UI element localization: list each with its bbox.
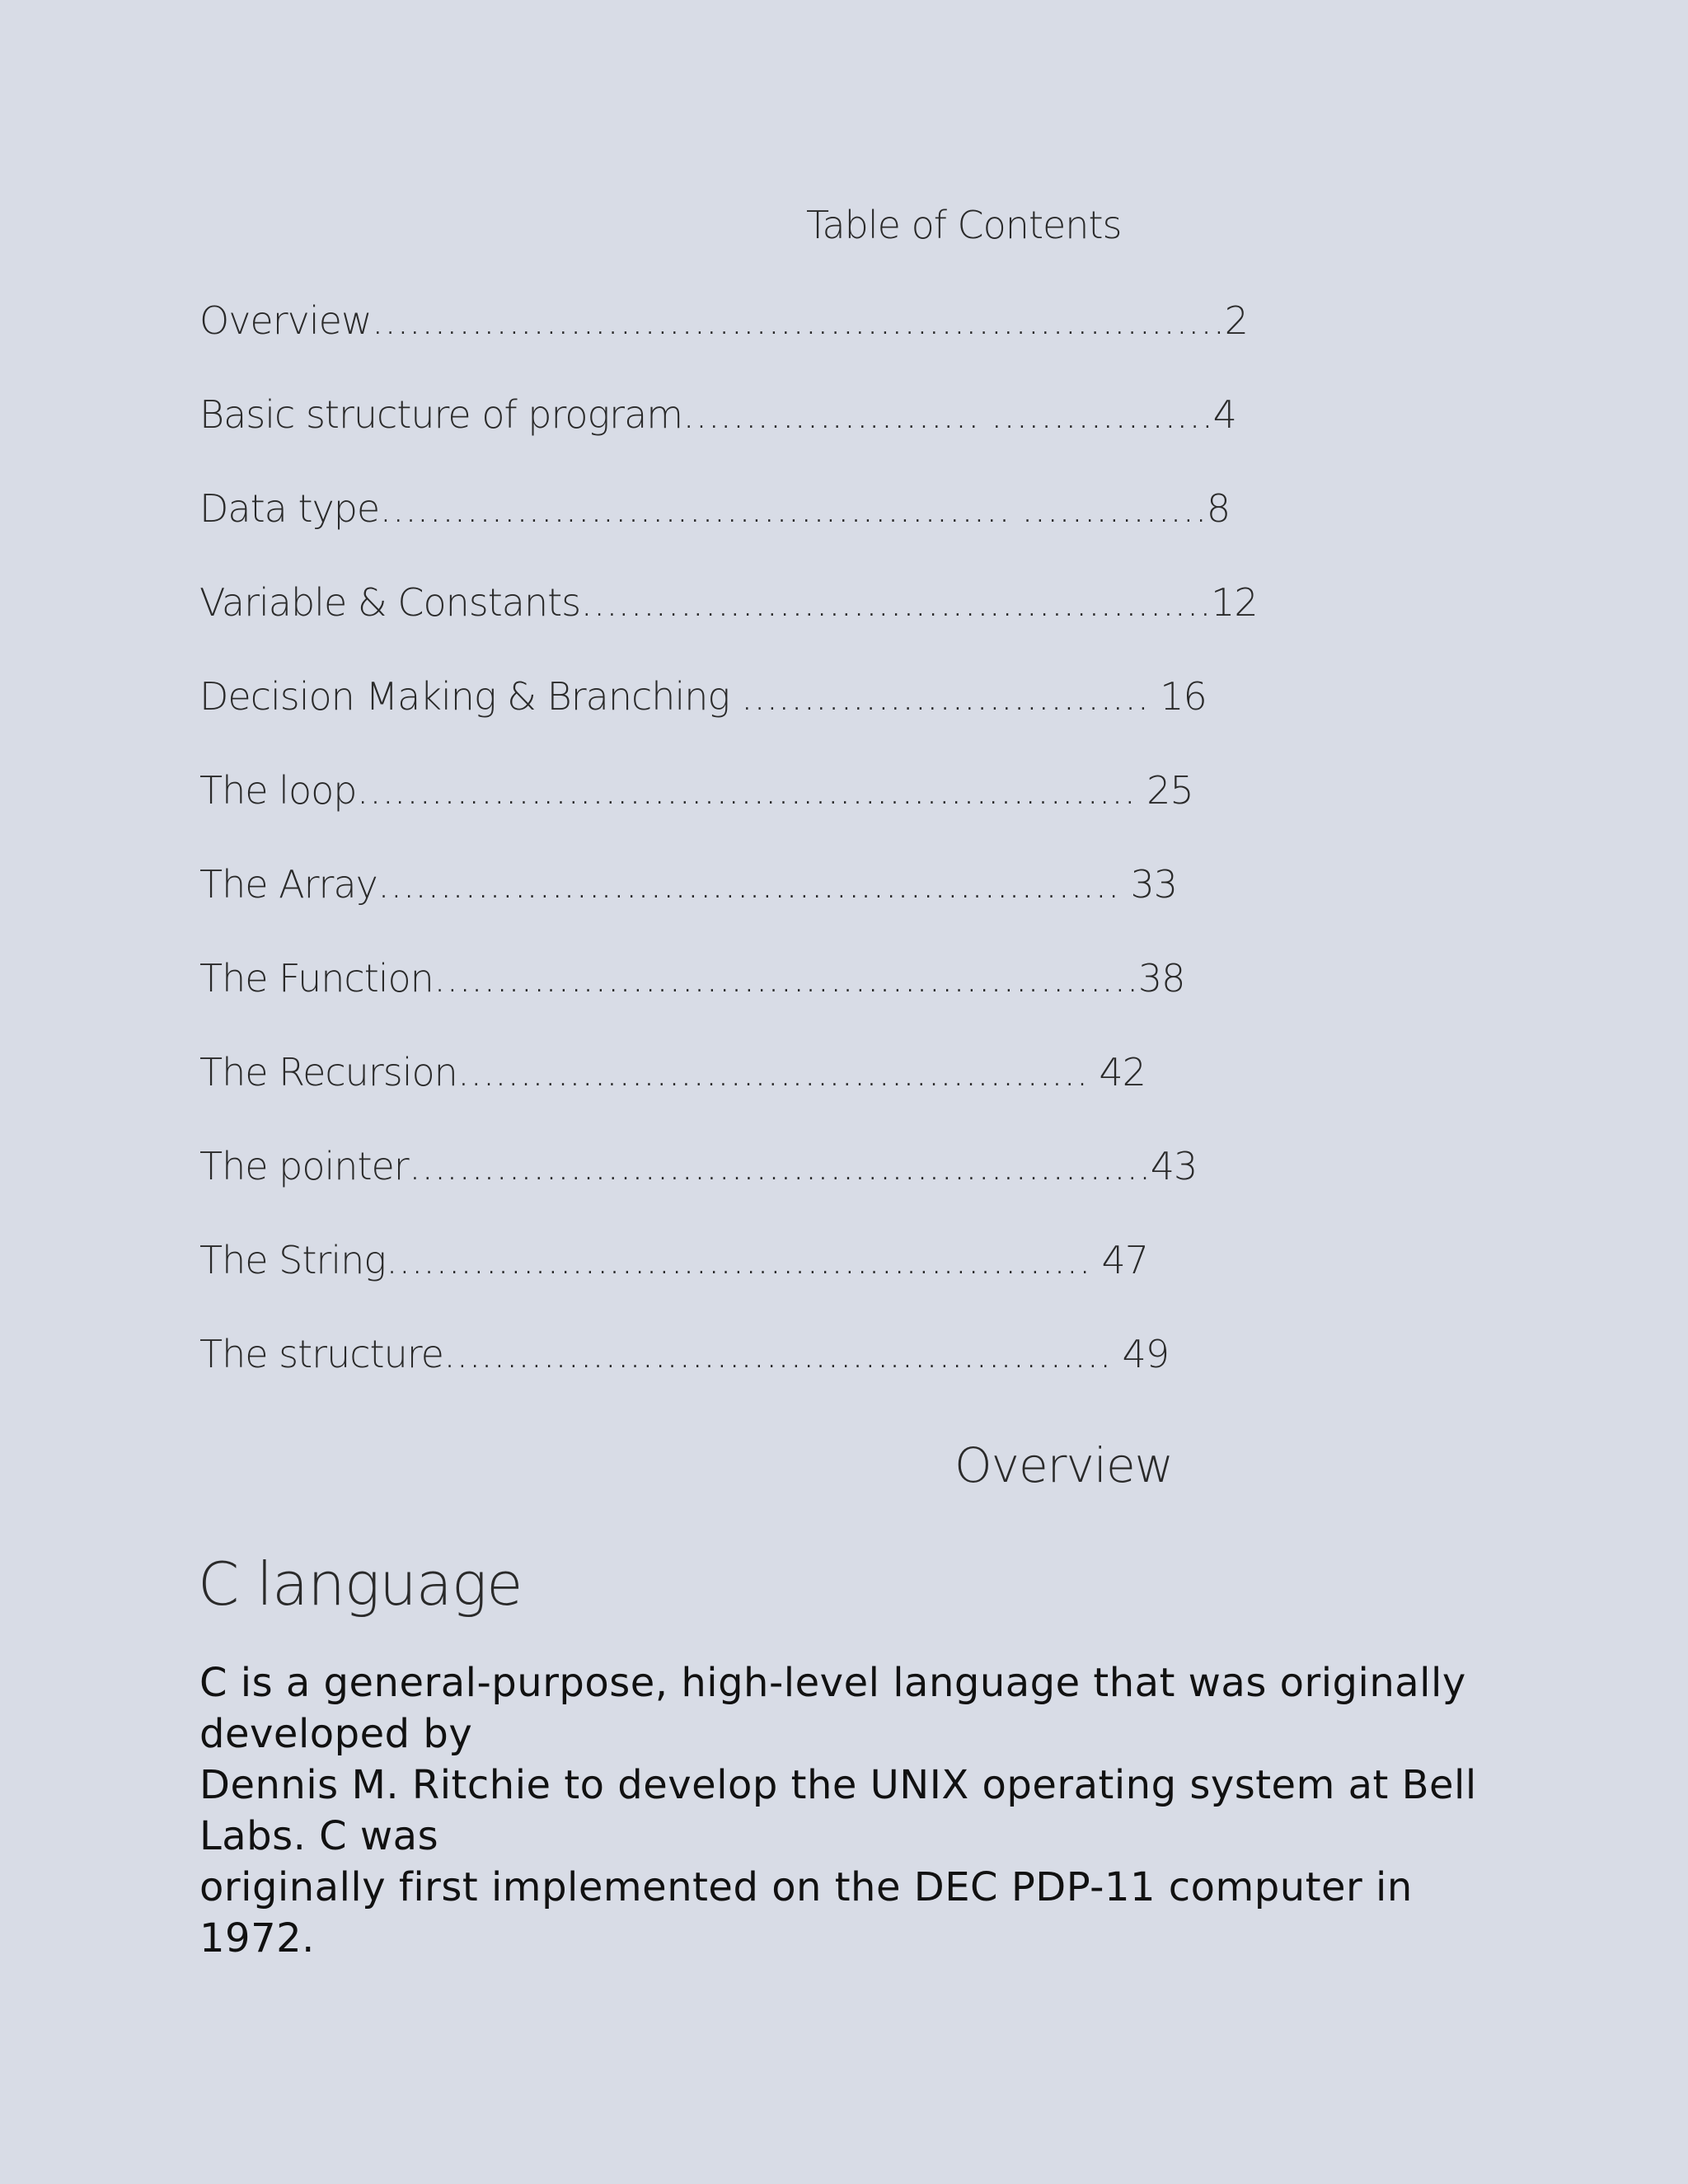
body-text-line: Dennis M. Ritchie to develop the UNIX operating system at Bell [199, 1762, 1477, 1808]
section-heading: C language [198, 1549, 523, 1619]
toc-entry: Overview……………………………………………………………2 [199, 298, 1248, 343]
body-text-line: 1972. [199, 1915, 315, 1961]
toc-entry: The Recursion…………………………………………… 42 [199, 1050, 1146, 1094]
toc-title: Table of Contents [806, 203, 1122, 247]
toc-entry: Decision Making & Branching …………………………… 16 [199, 674, 1207, 719]
toc-entry: The Function…………………………………………………38 [199, 956, 1185, 1001]
toc-entry: The String………………………………………………… 47 [199, 1238, 1149, 1282]
toc-entry: Basic structure of program…………………… ………………4 [199, 392, 1236, 437]
toc-entry: The structure……………………………………………… 49 [199, 1332, 1170, 1376]
overview-heading: Overview [954, 1437, 1174, 1493]
toc-entry: The loop……………………………………………………… 25 [199, 768, 1193, 813]
body-text-line: Labs. C was [199, 1813, 439, 1859]
toc-entry: Variable & Constants……………………………………………12 [199, 580, 1258, 625]
toc-entry: The Array…………………………………………………… 33 [199, 862, 1178, 907]
toc-entry: Data type…………………………………………… ……………8 [199, 486, 1231, 531]
toc-entry: The pointer……………………………………………………43 [199, 1144, 1198, 1188]
body-text-line: C is a general-purpose, high-level language that was originally [199, 1660, 1466, 1706]
body-text-line: originally first implemented on the DEC PDP-11 computer in [199, 1864, 1413, 1910]
body-text-line: developed by [199, 1711, 473, 1757]
